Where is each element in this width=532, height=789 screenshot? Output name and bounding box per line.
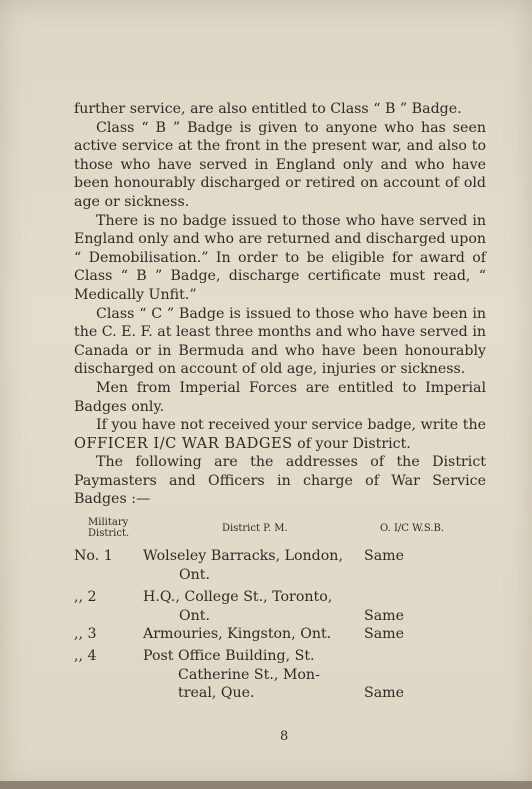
paragraph-class-c: Class “ C ” Badge is issued to those who have been in the C. E. F. at least three months and who have served in Canada or in Bermuda and who have been honourably discharged on account of old age, injuries or sickness. — [74, 305, 486, 378]
district-address — [143, 647, 363, 703]
table-row — [74, 547, 486, 584]
page-number: 8 — [280, 729, 289, 744]
district-number: ,, 2 — [74, 589, 97, 606]
district-address — [143, 547, 363, 584]
header-officer: O. I/C W.S.B. — [380, 523, 445, 535]
district-address — [143, 588, 363, 625]
address-line: Ont. — [179, 607, 210, 624]
paragraph-class-b: Class “ B ” Badge is given to anyone who has seen active service at the front in the present war, and also to those who have served in England only and who have been honourably discharged or retired on account of old age or sickness. — [74, 119, 486, 210]
table-row — [74, 588, 486, 625]
address-line: treal, Que. — [178, 685, 255, 702]
header-district-line1: Military — [88, 517, 129, 529]
table-row — [74, 647, 486, 703]
header-district-line2: District. — [88, 528, 130, 540]
paragraph-write-officer — [74, 416, 486, 453]
address-line: H.Q., College St., Toronto, — [143, 589, 333, 606]
table-header — [74, 517, 486, 547]
table-row — [74, 625, 486, 644]
address-line: Post Office Building, St. — [143, 648, 315, 665]
officer-cell: Same — [364, 685, 405, 702]
paragraph-imperial: Men from Imperial Forces are entitled to Imperial Badges only. — [74, 379, 486, 415]
officer-cell: Same — [364, 626, 405, 643]
paragraph-addresses-intro: The following are the addresses of the District Paymasters and Officers in charge of War Service Badges :— — [74, 454, 486, 508]
page-body — [74, 100, 486, 703]
district-number: ,, 3 — [74, 626, 97, 643]
header-district — [88, 517, 129, 539]
instruction-text: If you have not received your service badge, write the — [96, 417, 486, 434]
officer-cell: Same — [364, 548, 405, 565]
officer-cell: Same — [364, 607, 405, 624]
address-line: Ont. — [179, 566, 210, 583]
district-number: ,, 4 — [74, 648, 97, 665]
district-address — [143, 625, 363, 644]
paragraph-demobilisation: There is no badge issued to those who have served in England only and who are returned and discharged upon “ Demobilisation.” In order to be eligible for award of Class “ B ” Badge, discharge certificate must read, “ Medically Unfit.” — [74, 212, 487, 303]
district-number: No. 1 — [74, 548, 113, 565]
officer-title: OFFICER I/C WAR BADGES — [74, 434, 293, 452]
address-line: Armouries, Kingston, Ont. — [143, 626, 332, 643]
instruction-tail: of your District. — [297, 435, 411, 452]
address-line: Catherine St., Mon- — [178, 666, 320, 683]
address-line: Wolseley Barracks, London, — [143, 548, 343, 565]
paragraph-continuation: further service, are also entitled to Class “ B ” Badge. — [74, 101, 462, 117]
header-paymaster: District P. M. — [222, 523, 288, 535]
